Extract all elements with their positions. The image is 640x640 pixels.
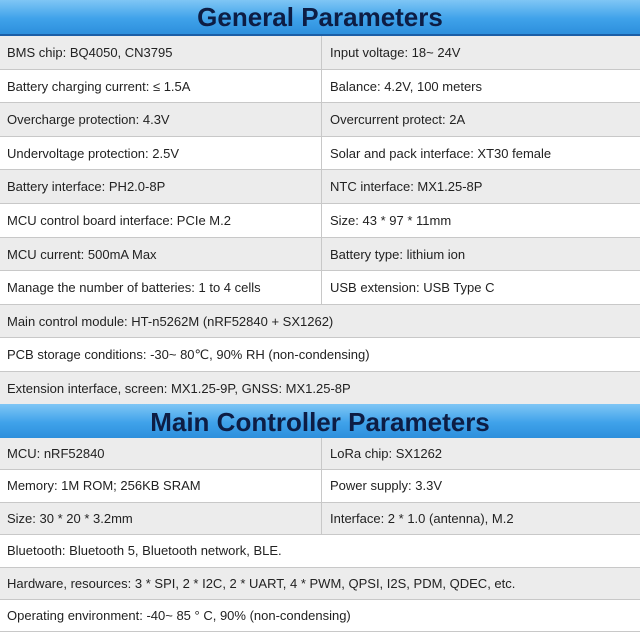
spec-cell: Battery type: lithium ion <box>330 246 466 262</box>
spec-cell: Battery charging current: ≤ 1.5A <box>0 70 322 103</box>
spec-cell: Overcurrent protect: 2A <box>330 112 466 128</box>
spec-cell: Hardware, resources: 3 * SPI, 2 * I2C, 2 * UART, 4 * PWM, QPSI, I2S, PDM, QDEC, etc. <box>7 575 516 591</box>
table-row <box>0 503 640 535</box>
spec-cell: Overcharge protection: 4.3V <box>0 103 322 136</box>
table-row <box>0 535 640 567</box>
spec-cell: Size: 43 * 97 * 11mm <box>330 212 452 228</box>
table-row <box>0 470 640 502</box>
table-row <box>0 305 640 339</box>
table-row <box>0 103 640 137</box>
spec-cell: Input voltage: 18~ 24V <box>330 45 461 60</box>
spec-cell: Size: 30 * 20 * 3.2mm <box>0 503 322 534</box>
spec-cell: Undervoltage protection: 2.5V <box>0 137 322 170</box>
spec-cell: LoRa chip: SX1262 <box>330 446 443 461</box>
table-row <box>0 438 640 470</box>
spec-cell: Battery interface: PH2.0-8P <box>0 170 322 203</box>
general-parameters-title: General Parameters <box>197 2 443 32</box>
table-row <box>0 600 640 632</box>
main-controller-parameters-title: Main Controller Parameters <box>150 407 490 437</box>
spec-cell: Manage the number of batteries: 1 to 4 cells <box>0 271 322 304</box>
spec-cell: Balance: 4.2V, 100 meters <box>330 78 483 94</box>
spec-cell: MCU: nRF52840 <box>0 438 322 469</box>
spec-cell: NTC interface: MX1.25-8P <box>330 179 483 195</box>
spec-cell: BMS chip: BQ4050, CN3795 <box>0 36 322 69</box>
spec-cell: Operating environment: -40~ 85 ° C, 90% (non-condensing) <box>7 607 351 623</box>
spec-cell: Interface: 2 * 1.0 (antenna), M.2 <box>330 510 514 526</box>
main-controller-parameters-heading <box>0 404 640 440</box>
spec-cell: Bluetooth: Bluetooth 5, Bluetooth network, BLE. <box>7 543 282 559</box>
spec-cell: PCB storage conditions: -30~ 80℃, 90% RH (non-condensing) <box>7 347 370 363</box>
main-controller-parameters-table <box>0 438 640 632</box>
table-row <box>0 338 640 372</box>
table-row <box>0 238 640 272</box>
table-row <box>0 372 640 406</box>
spec-cell: USB extension: USB Type C <box>330 280 495 296</box>
spec-cell: Main control module: HT-n5262M (nRF52840 + SX1262) <box>7 313 334 329</box>
general-parameters-heading <box>0 0 640 36</box>
spec-cell: MCU control board interface: PCIe M.2 <box>0 204 322 237</box>
spec-cell: Power supply: 3.3V <box>330 478 443 494</box>
table-row <box>0 568 640 600</box>
table-row <box>0 36 640 70</box>
spec-cell: Solar and pack interface: XT30 female <box>330 145 552 161</box>
table-row <box>0 137 640 171</box>
spec-cell: MCU current: 500mA Max <box>0 238 322 271</box>
table-row <box>0 204 640 238</box>
table-row <box>0 271 640 305</box>
table-row <box>0 70 640 104</box>
general-parameters-table <box>0 36 640 406</box>
spec-cell: Memory: 1M ROM; 256KB SRAM <box>0 470 322 501</box>
table-row <box>0 170 640 204</box>
spec-cell: Extension interface, screen: MX1.25-9P, GNSS: MX1.25-8P <box>7 380 351 396</box>
